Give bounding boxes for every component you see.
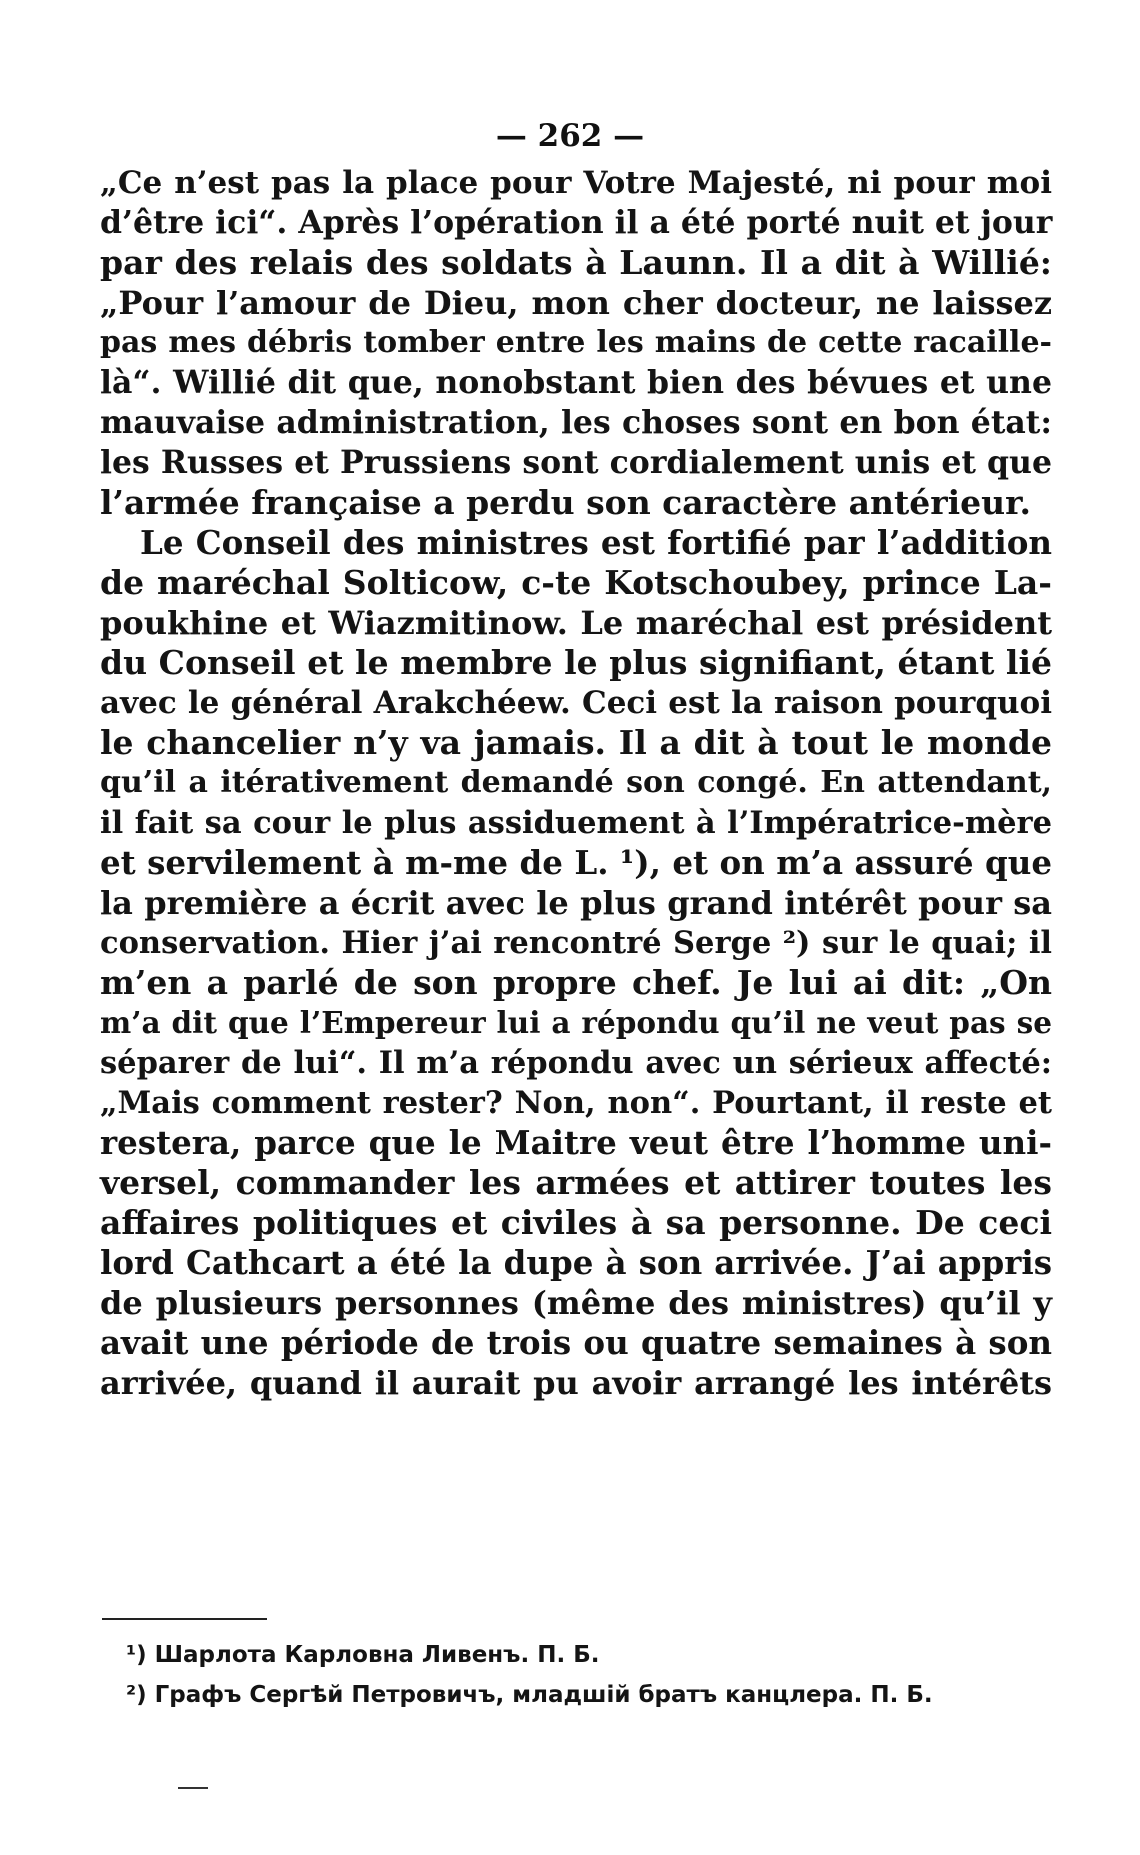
text-line: là“. Willié dit que, nonobstant bien des bévues et une <box>100 364 1052 401</box>
text-line: conservation. Hier j’ai rencontré Serge ²) sur le quai; il <box>100 925 1052 961</box>
text-line: arrivée, quand il aurait pu avoir arrangé les intérêts <box>100 1364 1052 1402</box>
text-line: du Conseil et le membre le plus signifiant, étant lié <box>100 643 1052 682</box>
text-line: affaires politiques et civiles à sa personne. De ceci <box>100 1203 1052 1242</box>
text-line: séparer de lui“. Il m’a répondu avec un sérieux affecté: <box>100 1045 1052 1081</box>
text-line: de plusieurs personnes (même des ministres) qu’il y <box>100 1284 1052 1322</box>
text-line: qu’il a itérativement demandé son congé. En attendant, <box>100 765 1052 800</box>
text-line: avait une période de trois ou quatre semaines à son <box>100 1323 1052 1362</box>
text-line: m’en a parlé de son propre chef. Je lui ai dit: „On <box>100 963 1052 1002</box>
text-line: de maréchal Solticow, c-te Kotschoubey, prince La- <box>100 563 1052 602</box>
footnote-2 <box>126 1680 933 1710</box>
text-line: pas mes débris tomber entre les mains de cette racaille- <box>100 325 1052 360</box>
text-line: la première a écrit avec le plus grand intérêt pour sa <box>100 884 1052 922</box>
text-line: restera, parce que le Maitre veut être l’homme uni- <box>100 1123 1052 1162</box>
footnote-divider <box>102 1618 267 1620</box>
text-line: l’armée française a perdu son caractère antérieur. <box>100 483 1031 522</box>
text-line: „Ce n’est pas la place pour Votre Majesté, ni pour moi <box>100 165 1052 201</box>
bottom-dash <box>178 1787 208 1789</box>
text-line: poukhine et Wiazmitinow. Le maréchal est président <box>100 604 1052 642</box>
text-line: versel, commander les armées et attirer toutes les <box>100 1163 1052 1202</box>
text-line: d’être ici“. Après l’opération il a été porté nuit et jour <box>100 204 1053 241</box>
text-line: par des relais des soldats à Launn. Il a dit à Willié: <box>100 243 1052 282</box>
text-line: les Russes et Prussiens sont cordialement unis et que <box>100 444 1052 481</box>
footnote-mark: ²) <box>126 1682 147 1708</box>
text-line: le chancelier n’y va jamais. Il a dit à tout le monde <box>100 723 1052 762</box>
text-line: „Pour l’amour de Dieu, mon cher docteur, ne laissez <box>100 284 1052 322</box>
footnote-text: Графъ Сергѣй Петровичъ, младшій братъ канцлера. П. Б. <box>154 1682 933 1708</box>
text-line: mauvaise administration, les choses sont en bon état: <box>100 404 1052 441</box>
text-line: avec le général Arakchéew. Ceci est la raison pourquoi <box>100 685 1052 721</box>
text-line: et servilement à m-me de L. ¹), et on m’a assuré que <box>100 843 1052 882</box>
page-number: — 262 — <box>495 118 645 154</box>
footnote-mark: ¹) <box>126 1642 147 1668</box>
text-line: Le Conseil des ministres est fortifié par l’addition <box>140 523 1052 562</box>
text-line: lord Cathcart a été la dupe à son arrivée. J’ai appris <box>100 1243 1052 1282</box>
text-line: „Mais comment rester? Non, non“. Pourtant, il reste et <box>100 1085 1052 1121</box>
text-line: il fait sa cour le plus assiduement à l’Impératrice-mère <box>100 805 1052 841</box>
footnote-text: Шарлота Карловна Ливенъ. П. Б. <box>154 1642 600 1668</box>
footnote-1 <box>126 1640 599 1670</box>
text-line: m’a dit que l’Empereur lui a répondu qu’il ne veut pas se <box>100 1005 1052 1040</box>
